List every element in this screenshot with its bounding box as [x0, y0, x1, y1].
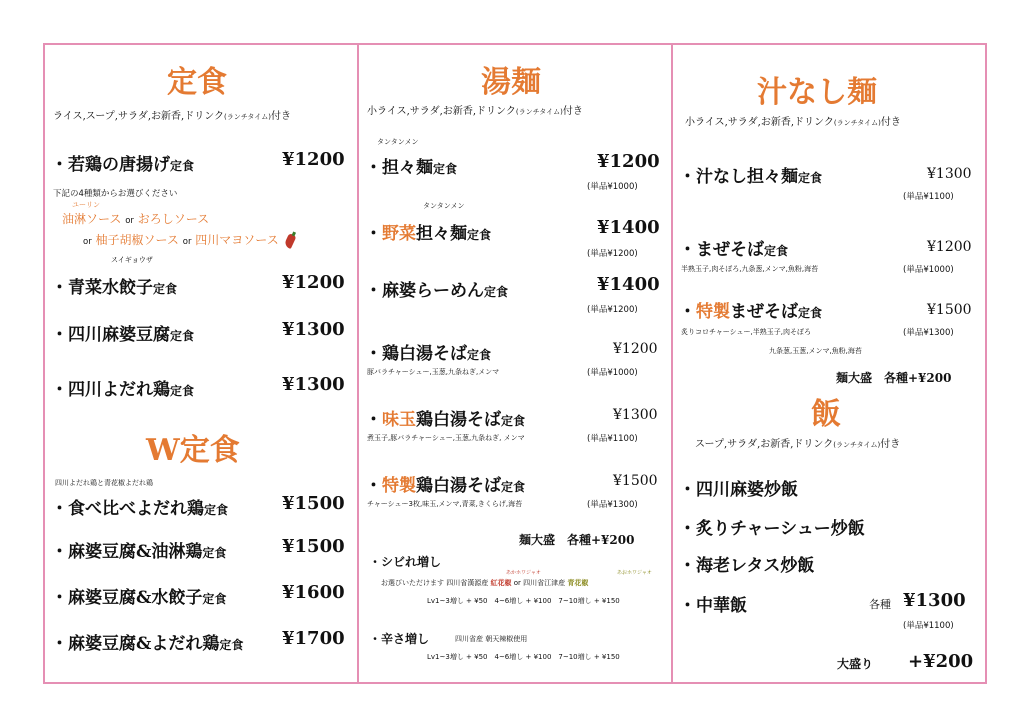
shirunashi-title: 汁なし麺	[757, 75, 877, 110]
item-suffix: 定食	[798, 306, 823, 320]
item-price: ¥1300	[927, 166, 972, 182]
menu-item	[51, 537, 226, 562]
item-price: ¥1700	[282, 628, 345, 649]
kara-title: ・辛さ増し	[369, 632, 430, 646]
ruby-green: あおホワジャオ	[617, 570, 652, 576]
item-name: ・まぜそば	[679, 240, 764, 260]
sauce-intro: 下記の4種類からお選びください	[53, 189, 178, 199]
item-name: ・四川よだれ鶏	[51, 380, 170, 400]
subtitle-note: (ランチタイム)	[833, 441, 881, 449]
item-note: 豚バラチャーシュー,玉葱,九条ねぎ,メンマ	[367, 368, 500, 376]
bullet: ・	[365, 410, 382, 430]
or-text: or	[513, 579, 521, 587]
single-price: (単品¥1100)	[903, 192, 954, 202]
sauce-option: おろしソース	[137, 212, 210, 226]
w-teishoku-note: 四川よだれ鶏と青花椒よだれ鶏	[55, 479, 153, 487]
item-name: ・鶏白湯そば	[365, 344, 467, 364]
item-price: ¥1300	[613, 407, 658, 423]
sauce-option: 四川マヨソース	[195, 233, 279, 247]
menu-item	[365, 276, 508, 301]
menu-item	[51, 150, 194, 175]
item-prefix: 特製	[382, 476, 416, 496]
menu-item: ・四川麻婆炒飯	[679, 480, 798, 500]
subtitle-note: (ランチタイム)	[224, 113, 271, 121]
single-price: (単品¥1300)	[903, 328, 954, 338]
tanmen-column	[359, 45, 671, 682]
item-price: ¥1200	[597, 151, 660, 172]
item-suffix: 定食	[170, 159, 195, 173]
subtitle-text: ライス,スープ,サラダ,お新香,ドリンク	[53, 111, 225, 122]
item-suffix: 定食	[170, 384, 195, 398]
menu-item	[365, 405, 525, 430]
item-price: ¥1400	[597, 217, 660, 238]
chili-pepper-icon	[283, 232, 296, 248]
teishoku-subtitle	[53, 107, 291, 122]
single-price: (単品¥1200)	[587, 305, 638, 315]
item-note: 煮玉子,豚バラチャーシュー,玉葱,九条ねぎ, メンマ	[367, 434, 525, 442]
menu-item	[51, 583, 226, 608]
tanmen-subtitle	[367, 102, 583, 117]
item-name: ・四川麻婆豆腐	[51, 325, 170, 345]
subtitle-end: 付き	[271, 111, 291, 122]
item-name: まぜそば	[730, 302, 798, 322]
shibire-origin-2: 四川省江津産	[523, 579, 566, 587]
menu-item	[365, 153, 457, 178]
item-suffix: 定食	[501, 414, 526, 428]
item-name: 担々麺	[416, 224, 467, 244]
item-suffix: 定食	[153, 282, 178, 296]
menu-item	[679, 235, 788, 260]
subtitle-text: 小ライス,サラダ,お新香,ドリンク	[685, 117, 834, 128]
kara-levels: Lv1~3増し + ¥50 4~6増し + ¥100 7~10増し + ¥150	[427, 653, 620, 661]
item-suffix: 定食	[219, 638, 244, 652]
item-name: ・若鶏の唐揚げ	[51, 155, 170, 175]
menu-item	[679, 297, 822, 322]
item-suffix: 定食	[467, 348, 492, 362]
large-noodle-note: 麺大盛 各種+¥200	[836, 371, 952, 385]
shibire-note	[381, 578, 588, 588]
item-suffix: 定食	[202, 546, 227, 560]
item-suffix: 定食	[798, 171, 823, 185]
item-name: ・食べ比べよだれ鶏	[51, 499, 204, 519]
menu-item: ・中華飯	[679, 596, 747, 616]
menu-item	[51, 375, 194, 400]
item-suffix: 定食	[484, 285, 509, 299]
item-price: ¥1400	[597, 274, 660, 295]
menu-item	[365, 471, 525, 496]
item-price: ¥1600	[282, 582, 345, 603]
subtitle-end: 付き	[880, 439, 901, 450]
item-note: 半熟玉子,肉そぼろ,九条葱,メンマ,魚粉,海苔	[681, 265, 819, 273]
menu-item	[51, 320, 194, 345]
or-text: or	[182, 237, 192, 247]
rice-subtitle	[695, 435, 900, 450]
large-rice-price: +¥200	[908, 651, 974, 672]
ruby-tantanmen: タンタンメン	[377, 138, 419, 146]
single-price: (単品¥1000)	[903, 265, 954, 275]
menu-item	[51, 494, 228, 519]
item-price: ¥1200	[282, 149, 345, 170]
item-price: ¥1200	[927, 239, 972, 255]
sauce-row-1	[62, 210, 209, 227]
or-text: or	[125, 216, 134, 226]
menu-item: ・炙りチャーシュー炒飯	[679, 519, 865, 539]
item-suffix: 定食	[170, 329, 195, 343]
item-prefix: 特製	[696, 302, 730, 322]
item-note: チャーシュー3枚,味玉,メンマ,青菜,きくらげ,海苔	[367, 500, 523, 508]
item-note: 九条葱,玉葱,メンマ,魚粉,海苔	[769, 347, 862, 355]
item-name: ・麻婆豆腐&水餃子	[51, 588, 203, 608]
single-price: (単品¥1100)	[587, 434, 638, 444]
or-text: or	[83, 237, 92, 247]
item-price: ¥1300	[282, 374, 345, 395]
teishoku-title: 定食	[167, 65, 227, 100]
item-price: ¥1200	[613, 341, 658, 357]
item-note: 炙りコロチャーシュー,半熟玉子,肉そぼろ	[681, 328, 811, 336]
tanmen-title: 湯麺	[481, 65, 541, 100]
item-prefix: 野菜	[382, 224, 416, 244]
menu-item	[679, 162, 822, 187]
item-price: ¥1300	[282, 319, 345, 340]
ruby-suigyoza: スイギョウザ	[111, 256, 153, 264]
rice-price-label: 各種	[869, 598, 891, 611]
single-price: (単品¥1000)	[587, 182, 638, 192]
sauce-row-2	[83, 231, 294, 248]
single-price: (単品¥1300)	[587, 500, 638, 510]
single-price: (単品¥1000)	[587, 368, 638, 378]
item-name: ・麻婆豆腐&よだれ鶏	[51, 634, 220, 654]
w-teishoku-title: W定食	[146, 433, 240, 468]
shibire-origin: お選びいただけます 四川省漢源産	[381, 579, 489, 587]
item-name: ・青菜水餃子	[51, 278, 153, 298]
item-price: ¥1500	[613, 473, 658, 489]
large-noodle-note: 麺大盛 各種+¥200	[519, 533, 635, 547]
subtitle-end: 付き	[562, 106, 583, 117]
menu-item: ・海老レタス炒飯	[679, 556, 815, 576]
ruby-red: あかホワジャオ	[506, 570, 541, 576]
subtitle-note: (ランチタイム)	[833, 119, 881, 127]
subtitle-end: 付き	[880, 117, 901, 128]
item-prefix: 味玉	[382, 410, 416, 430]
item-name: ・麻婆らーめん	[365, 281, 484, 301]
shirunashi-column	[673, 45, 985, 682]
item-suffix: 定食	[764, 244, 789, 258]
shirunashi-subtitle	[685, 113, 901, 128]
rice-price: ¥1300	[903, 590, 966, 611]
item-suffix: 定食	[202, 592, 227, 606]
menu-item	[365, 219, 491, 244]
menu-item	[51, 273, 177, 298]
kara-note: 四川省産 朝天辣椒使用	[455, 635, 528, 643]
shibire-levels: Lv1~3増し + ¥50 4~6増し + ¥100 7~10増し + ¥150	[427, 597, 620, 605]
menu-item	[365, 339, 491, 364]
item-suffix: 定食	[204, 503, 229, 517]
large-rice-label: 大盛り	[837, 657, 874, 671]
item-suffix: 定食	[433, 162, 458, 176]
shibire-title: ・シビれ増し	[369, 555, 442, 569]
subtitle-text: 小ライス,サラダ,お新香,ドリンク	[367, 106, 516, 117]
item-name: ・汁なし担々麺	[679, 167, 798, 187]
sauce-option: 油淋ソース	[62, 212, 122, 226]
item-suffix: 定食	[501, 480, 526, 494]
bullet: ・	[365, 224, 382, 244]
single-price: (単品¥1200)	[587, 249, 638, 259]
item-name: ・麻婆豆腐&油淋鶏	[51, 542, 203, 562]
item-price: ¥1500	[927, 302, 972, 318]
single-price: (単品¥1100)	[903, 621, 954, 631]
bullet: ・	[365, 476, 382, 496]
menu-item	[51, 629, 243, 654]
item-name: 鶏白湯そば	[416, 410, 501, 430]
ruby-tantanmen: タンタンメン	[423, 202, 465, 210]
subtitle-text: スープ,サラダ,お新香,ドリンク	[695, 439, 834, 450]
rice-title: 飯	[811, 397, 841, 432]
green-sichuan-pepper: 青花椒	[567, 579, 589, 587]
item-price: ¥1500	[282, 536, 345, 557]
red-sichuan-pepper: 紅花椒	[490, 579, 512, 587]
item-suffix: 定食	[467, 228, 492, 242]
sauce-option: 柚子胡椒ソース	[95, 233, 179, 247]
bullet: ・	[679, 302, 696, 322]
ruby-yurin: ユーリン	[72, 201, 100, 209]
item-price: ¥1200	[282, 272, 345, 293]
subtitle-note: (ランチタイム)	[515, 108, 563, 116]
item-name: ・担々麺	[365, 158, 433, 178]
teishoku-column	[45, 45, 357, 682]
item-price: ¥1500	[282, 493, 345, 514]
item-name: 鶏白湯そば	[416, 476, 501, 496]
